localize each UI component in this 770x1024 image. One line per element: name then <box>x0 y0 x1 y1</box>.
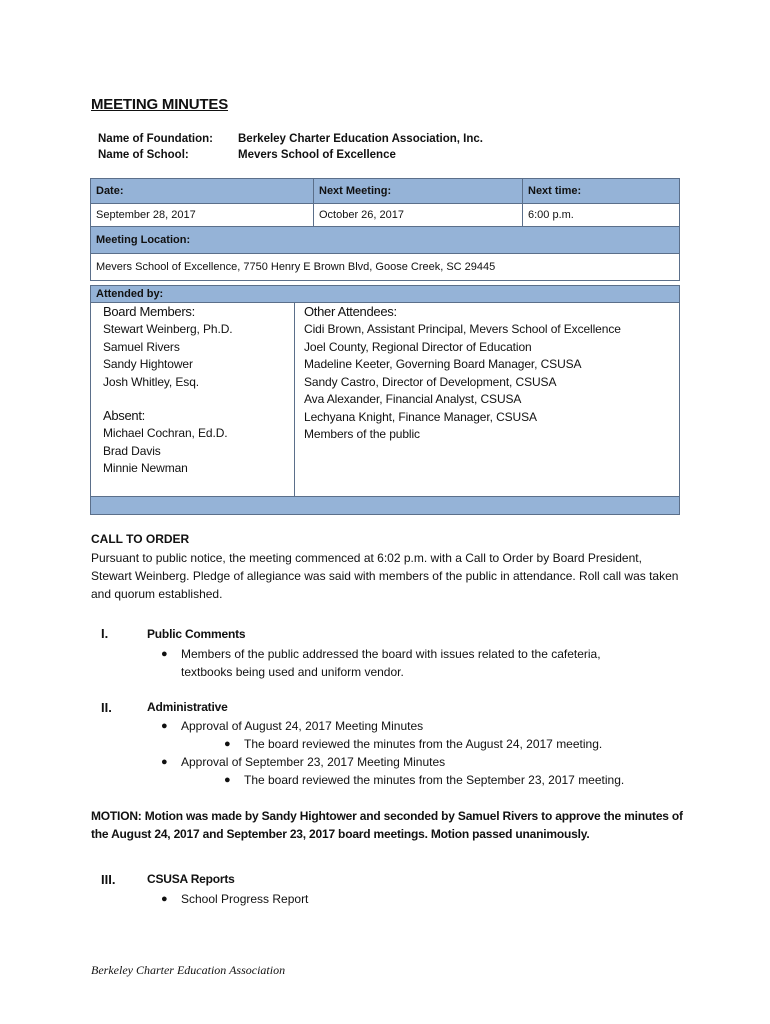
other-attendees-column <box>304 304 674 444</box>
bullet-icon: ● <box>224 738 231 750</box>
next-meeting-header: Next Meeting: <box>314 179 523 204</box>
board-member: Sandy Hightower <box>103 357 193 371</box>
absent-list <box>103 425 291 478</box>
sub-list-item <box>224 735 664 753</box>
next-time-value: 6:00 p.m. <box>523 204 680 227</box>
foundation-row <box>98 133 483 145</box>
attendee: Joel County, Regional Director of Education <box>304 339 532 354</box>
foundation-label: Name of Foundation: <box>98 133 213 145</box>
attendee: Sandy Castro, Director of Development, CSUSA <box>304 374 557 389</box>
list-item-text: Members of the public addressed the board with issues related to the cafeteria, textbooks being used and uniform vendor. <box>181 647 601 679</box>
attendee: Cidi Brown, Assistant Principal, Mevers School of Excellence <box>304 322 621 336</box>
bullet-icon: ● <box>161 720 168 732</box>
info-header-row <box>91 179 680 204</box>
foundation-value: Berkeley Charter Education Association, Inc. <box>238 133 483 145</box>
board-column <box>103 304 291 478</box>
attendee: Madeline Keeter, Governing Board Manager, CSUSA <box>304 357 582 371</box>
absent-heading: Absent: <box>103 408 145 423</box>
next-time-header: Next time: <box>523 179 680 204</box>
meeting-info-table <box>90 178 680 281</box>
absent-member: Minnie Newman <box>103 461 188 475</box>
attendance-box <box>90 285 680 515</box>
attendee: Lechyana Knight, Finance Manager, CSUSA <box>304 409 537 424</box>
location-value: Mevers School of Excellence, 7750 Henry E Brown Blvd, Goose Creek, SC 29445 <box>91 254 680 281</box>
school-row <box>98 149 396 161</box>
call-to-order-text: Pursuant to public notice, the meeting commenced at 6:02 p.m. with a Call to Order by Board President, Stewart Weinberg. Pledge of allegiance was said with members of the public in attendance. Roll call was taken and quorum established. <box>91 551 679 601</box>
attendee: Members of the public <box>304 427 420 441</box>
sub-list-item-text: The board reviewed the minutes from the August 24, 2017 meeting. <box>244 737 603 751</box>
location-row <box>91 254 680 281</box>
board-members-list <box>103 321 291 391</box>
other-attendees-list <box>304 321 674 444</box>
board-members-heading: Board Members: <box>103 304 195 319</box>
list-item <box>161 753 661 771</box>
list-item <box>161 717 661 735</box>
section-heading: Administrative <box>147 700 228 714</box>
absent-member: Brad Davis <box>103 443 161 458</box>
attendance-footer-bar <box>91 496 679 514</box>
section-numeral: II. <box>101 700 112 715</box>
location-header-row <box>91 227 680 254</box>
bullet-icon: ● <box>161 893 168 905</box>
bullet-icon: ● <box>161 648 168 660</box>
school-value: Mevers School of Excellence <box>238 149 396 161</box>
section-numeral: I. <box>101 626 109 641</box>
list-item-text: Approval of September 23, 2017 Meeting Minutes <box>181 755 446 769</box>
attendee: Ava Alexander, Financial Analyst, CSUSA <box>304 392 522 406</box>
attendance-header: Attended by: <box>91 286 679 303</box>
board-member: Josh Whitley, Esq. <box>103 374 200 389</box>
board-member: Stewart Weinberg, Ph.D. <box>103 322 233 336</box>
location-header: Meeting Location: <box>91 227 680 254</box>
absent-member: Michael Cochran, Ed.D. <box>103 426 228 440</box>
list-item-text: Approval of August 24, 2017 Meeting Minutes <box>181 719 424 733</box>
section-heading: Public Comments <box>147 627 246 641</box>
sub-list-item <box>224 771 664 789</box>
info-value-row <box>91 204 680 227</box>
motion-text: MOTION: Motion was made by Sandy Hightower and seconded by Samuel Rivers to approve the minutes of the August 24, 2017 and September 23, 2017 board meetings. Motion passed unanimously. <box>91 809 683 841</box>
date-value: September 28, 2017 <box>91 204 314 227</box>
page-title: MEETING MINUTES <box>91 96 229 113</box>
call-to-order-heading: CALL TO ORDER <box>91 532 190 546</box>
column-divider <box>294 303 295 497</box>
list-item <box>161 890 651 908</box>
bullet-icon: ● <box>161 756 168 768</box>
page-footer: Berkeley Charter Education Association <box>91 963 286 977</box>
school-label: Name of School: <box>98 149 189 161</box>
bullet-icon: ● <box>224 774 231 786</box>
board-member: Samuel Rivers <box>103 339 180 354</box>
section-numeral: III. <box>101 872 116 887</box>
sub-list-item-text: The board reviewed the minutes from the September 23, 2017 meeting. <box>244 773 625 787</box>
next-meeting-value: October 26, 2017 <box>314 204 523 227</box>
section-heading: CSUSA Reports <box>147 872 235 886</box>
other-attendees-heading: Other Attendees: <box>304 304 397 319</box>
list-item <box>161 645 651 681</box>
list-item-text: School Progress Report <box>181 892 309 906</box>
date-header: Date: <box>91 179 314 204</box>
